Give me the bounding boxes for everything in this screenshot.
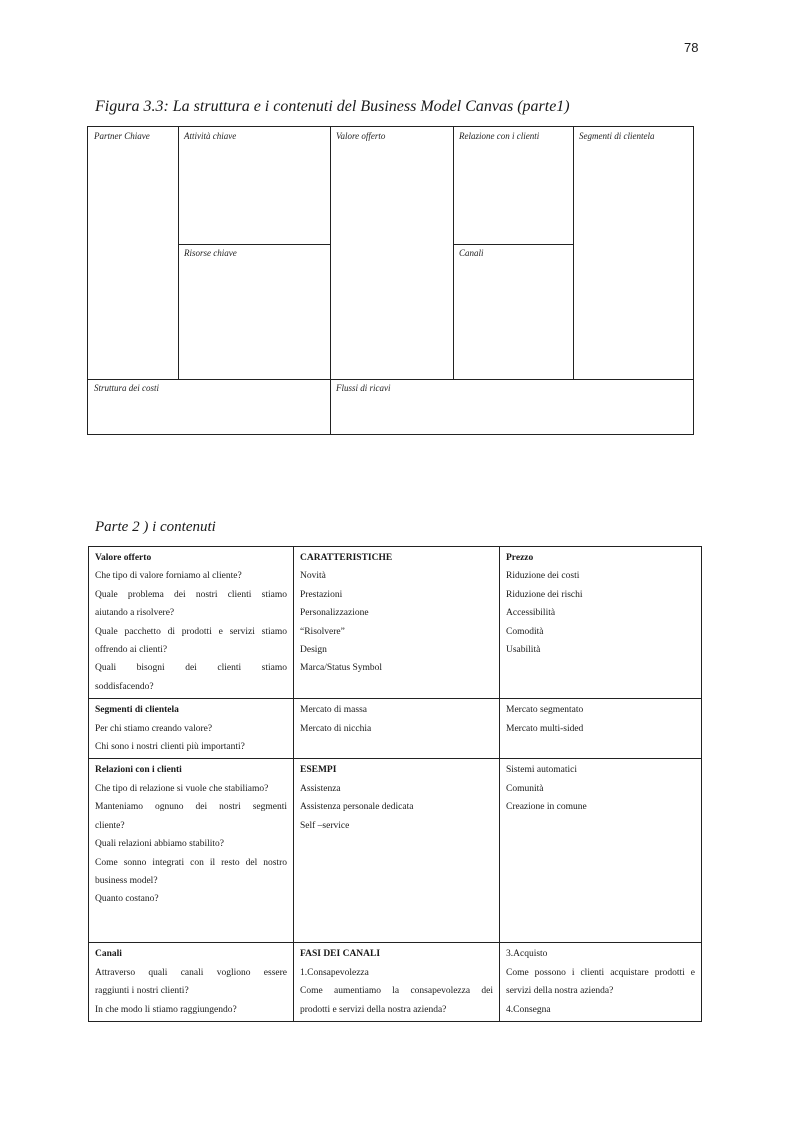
cell-line: soddisfacendo? [95, 681, 154, 692]
row-heading: Canali [95, 949, 122, 960]
business-model-canvas [87, 126, 694, 435]
cell-line: Usabilità [506, 645, 541, 656]
canvas-relazione-clienti [453, 127, 573, 244]
table-cell [294, 759, 500, 943]
cell-line: Come sonno integrati con il resto del nostro [95, 857, 287, 868]
cell-line: Riduzione dei costi [506, 571, 580, 582]
table-cell [89, 699, 294, 759]
cell-line: Come aumentiamo la consapevolezza dei [300, 986, 493, 997]
cell-line: Comodità [506, 626, 544, 637]
page-number: 78 [684, 40, 699, 55]
cell-line: Per chi stiamo creando valore? [95, 723, 213, 734]
cell-line: Come possono i clienti acquistare prodotti e [506, 967, 695, 978]
cell-line: Assistenza [300, 783, 341, 794]
cell-line: Creazione in comune [506, 802, 587, 813]
row-heading: Valore offerto [95, 553, 152, 563]
cell-line: 4.Consegna [506, 1004, 551, 1015]
cell-line: Mercato di massa [300, 705, 368, 716]
table-row [89, 699, 702, 759]
cell-line: Chi sono i nostri clienti più importanti? [95, 742, 245, 753]
table-cell [89, 547, 294, 699]
cell-line: business model? [95, 875, 158, 886]
canvas-label: Risorse chiave [184, 248, 237, 258]
canvas-partner-chiave [88, 127, 178, 379]
cell-line: Riduzione dei rischi [506, 589, 583, 600]
table-cell [294, 943, 500, 1022]
table-cell [89, 759, 294, 943]
cell-line: Comunità [506, 783, 544, 794]
column-heading: ESEMPI [300, 765, 337, 776]
figure-caption: Figura 3.3: La struttura e i contenuti del Business Model Canvas (parte1) [95, 98, 570, 115]
cell-line: Mercato multi-sided [506, 723, 584, 734]
cell-line: Attraverso quali canali vogliono essere [95, 967, 287, 978]
table-cell [294, 547, 500, 699]
canvas-attivita-chiave [178, 127, 330, 244]
table-cell [500, 699, 702, 759]
cell-line: aiutando a risolvere? [95, 608, 175, 619]
table-cell [500, 943, 702, 1022]
canvas-label: Valore offerto [336, 131, 386, 141]
canvas-label: Relazione con i clienti [459, 131, 540, 141]
cell-line: Mercato di nicchia [300, 723, 372, 734]
cell-line: Design [300, 645, 327, 656]
table-cell [294, 699, 500, 759]
cell-line: Assistenza personale dedicata [300, 802, 414, 813]
cell-line: Quali relazioni abbiamo stabilito? [95, 839, 225, 850]
contents-table [88, 546, 702, 1022]
cell-line: Che tipo di relazione si vuole che stabiliamo? [95, 783, 269, 794]
table-cell [500, 759, 702, 943]
row-heading: Relazioni con i clienti [95, 765, 182, 776]
table-cell [500, 547, 702, 699]
canvas-label: Segmenti di clientela [579, 131, 655, 141]
cell-line: Mercato segmentato [506, 705, 584, 716]
cell-line: Manteniamo ognuno dei nostri segmenti [95, 802, 287, 813]
row-heading: Segmenti di clientela [95, 705, 179, 716]
canvas-valore-offerto [330, 127, 453, 379]
table-row [89, 547, 702, 699]
canvas-flussi-ricavi [330, 379, 693, 434]
cell-line: raggiunti i nostri clienti? [95, 986, 189, 997]
part2-title: Parte 2 ) i contenuti [95, 519, 216, 535]
cell-line: Personalizzazione [300, 608, 369, 619]
table-row [89, 759, 702, 943]
cell-line: Quanto costano? [95, 894, 159, 905]
table-cell [89, 943, 294, 1022]
cell-line: Accessibilità [506, 608, 556, 619]
cell-line: In che modo li stiamo raggiungendo? [95, 1004, 237, 1015]
canvas-label: Attività chiave [184, 131, 237, 141]
canvas-struttura-costi [88, 379, 330, 434]
canvas-risorse-chiave [178, 244, 330, 379]
cell-line: “Risolvere” [300, 626, 345, 637]
cell-line: Prestazioni [300, 589, 343, 600]
cell-line: prodotti e servizi della nostra azienda? [300, 1004, 447, 1015]
canvas-label: Flussi di ricavi [336, 383, 391, 393]
canvas-label: Struttura dei costi [94, 383, 159, 393]
cell-line: Novità [300, 571, 326, 582]
cell-line: Marca/Status Symbol [300, 663, 383, 674]
cell-line: Che tipo di valore forniamo al cliente? [95, 571, 242, 582]
cell-line: cliente? [95, 820, 125, 831]
cell-line: offrendo ai clienti? [95, 645, 168, 656]
cell-line: Quale pacchetto di prodotti e servizi stiamo [95, 626, 287, 637]
canvas-label: Partner Chiave [94, 131, 150, 141]
cell-line: Sistemi automatici [506, 765, 577, 776]
column-heading: CARATTERISTICHE [300, 553, 393, 563]
table-row [89, 943, 702, 1022]
cell-line: 3.Acquisto [506, 949, 548, 960]
cell-line: servizi della nostra azienda? [506, 986, 614, 997]
canvas-canali [453, 244, 573, 379]
canvas-segmenti-clientela [573, 127, 693, 379]
cell-line: 1.Consapevolezza [300, 967, 369, 978]
cell-line: Quale problema dei nostri clienti stiamo [95, 589, 287, 600]
cell-line: Quali bisogni dei clienti stiamo [95, 663, 287, 674]
cell-line: Self –service [300, 820, 350, 831]
canvas-label: Canali [459, 248, 484, 258]
column-heading: FASI DEI CANALI [300, 949, 381, 960]
column-heading: Prezzo [506, 553, 534, 563]
